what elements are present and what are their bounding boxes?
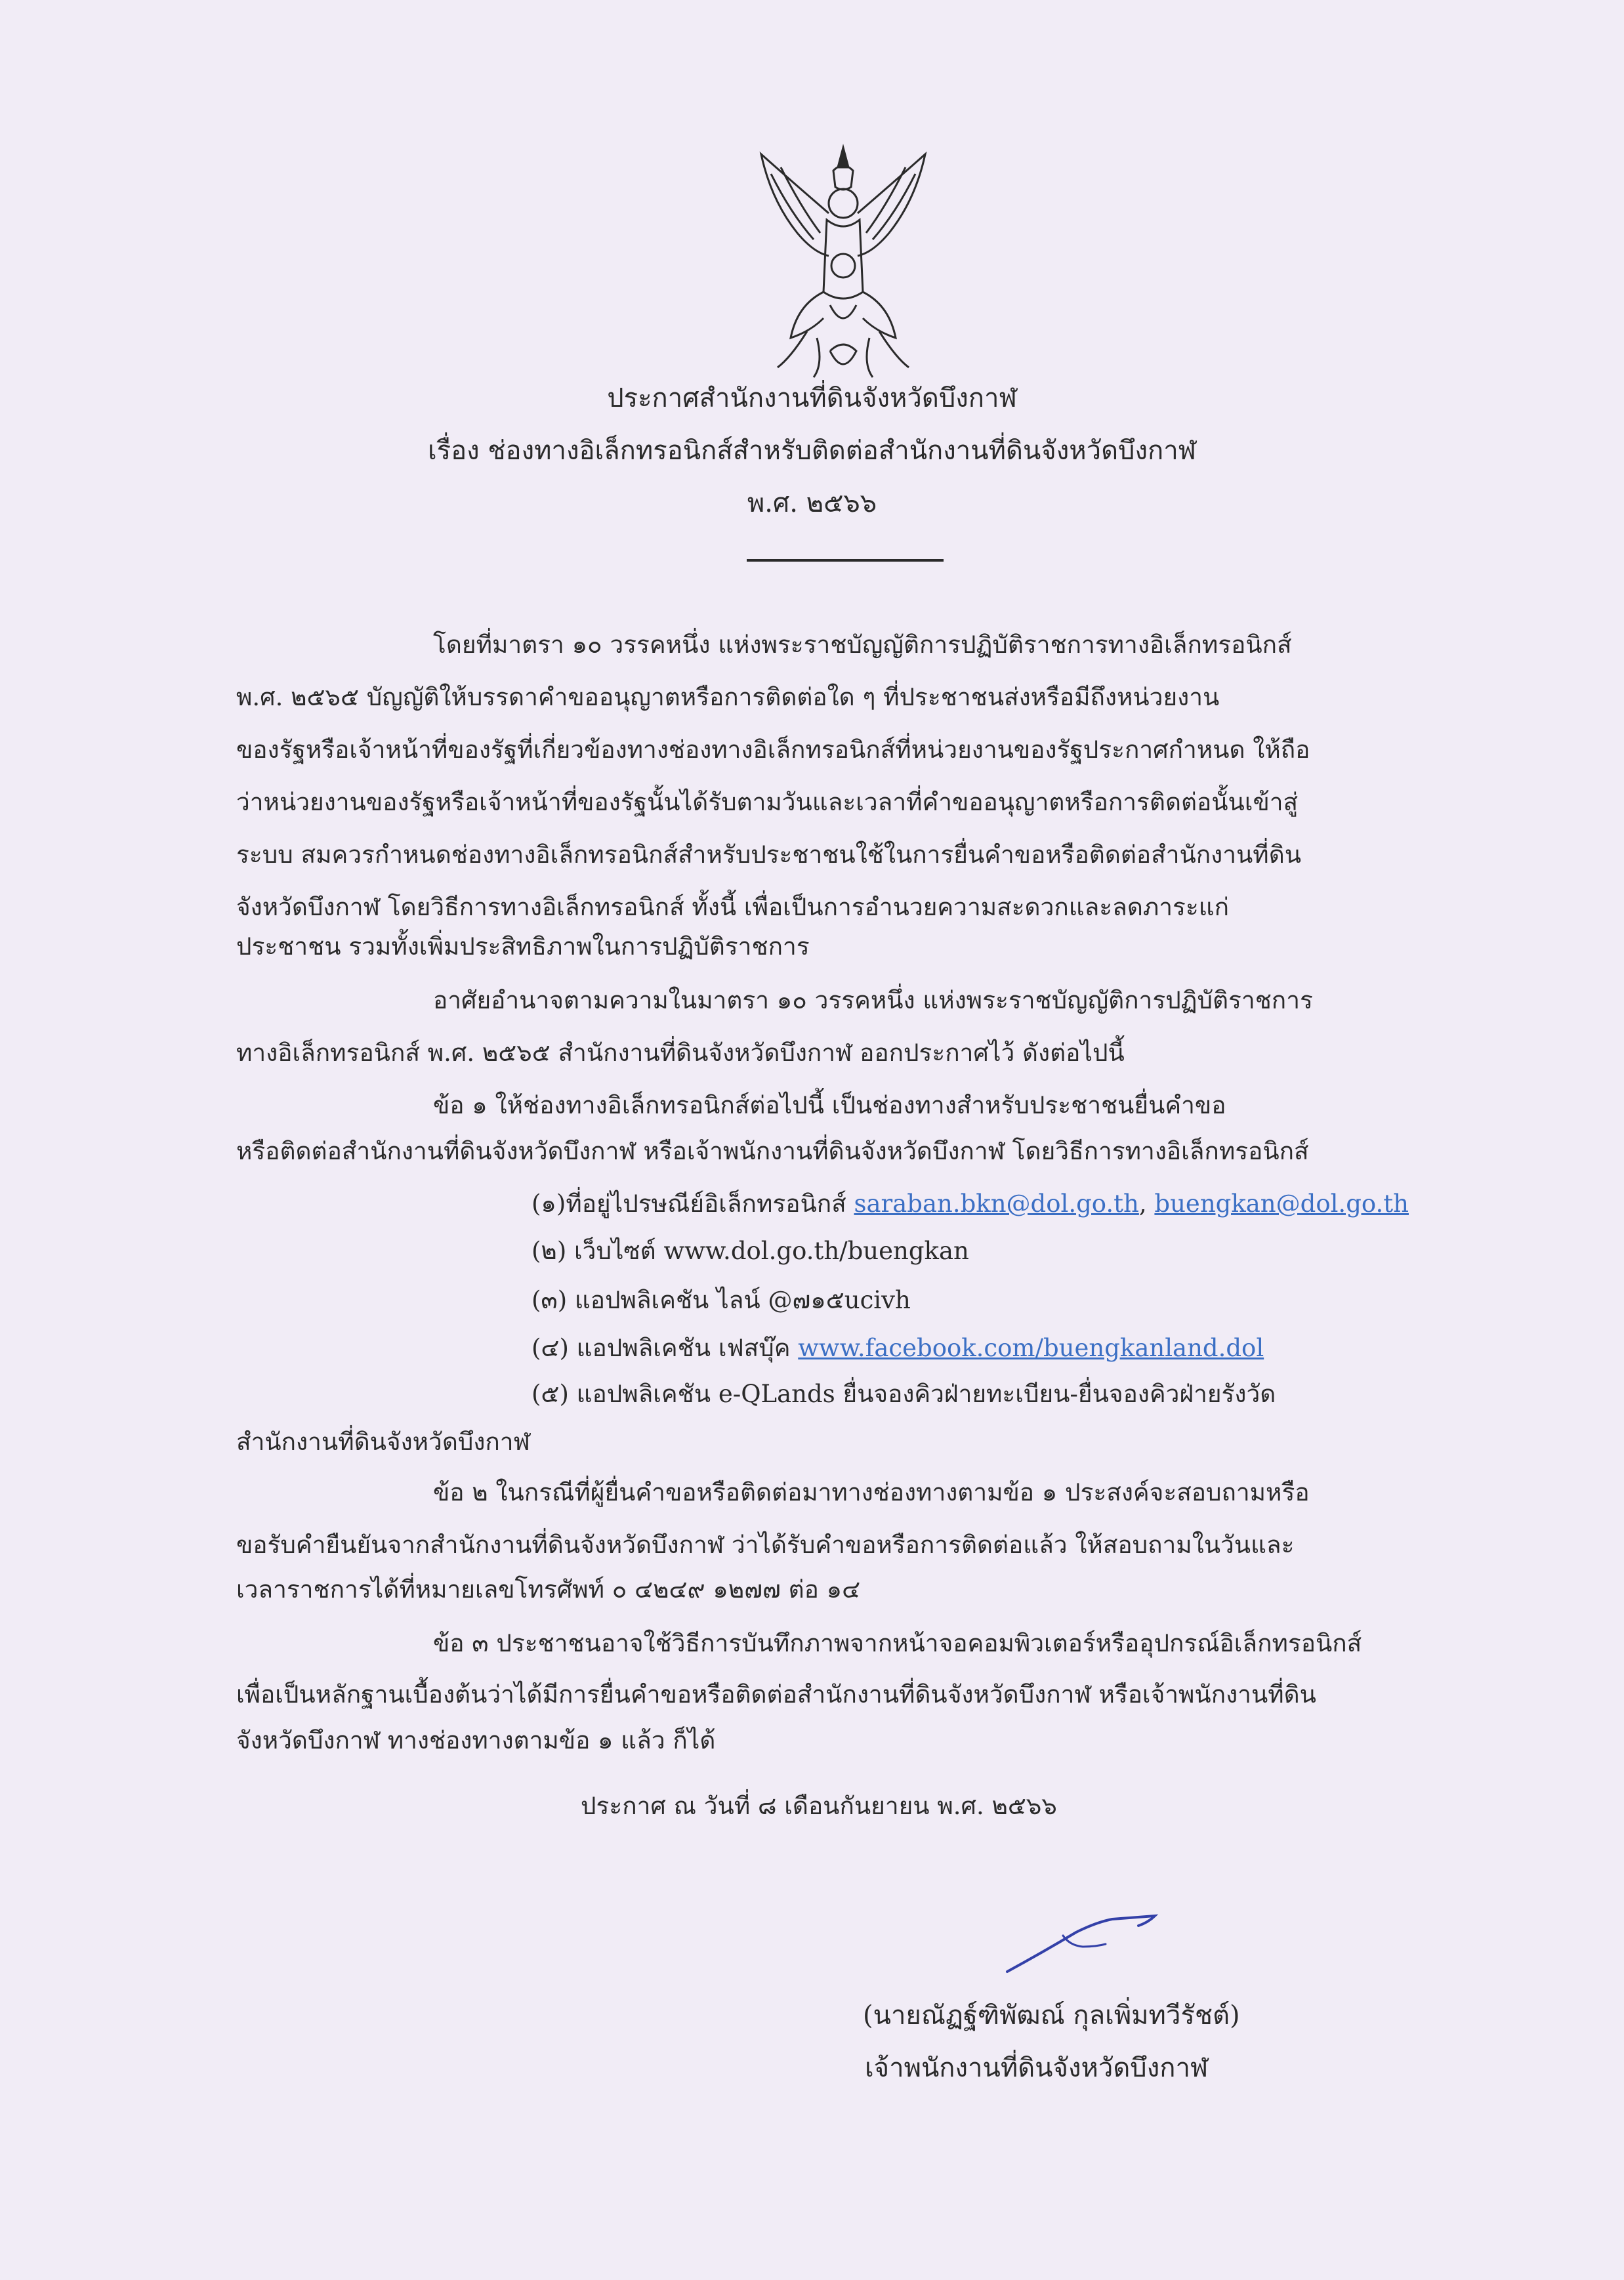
signatory-position: เจ้าพนักงานที่ดินจังหวัดบึงกาฬ bbox=[865, 2053, 1209, 2083]
paragraph-line: ประชาชน รวมทั้งเพิ่มประสิทธิภาพในการปฏิบัติราชการ bbox=[236, 932, 810, 961]
separator: , bbox=[1138, 1190, 1155, 1218]
paragraph-line: โดยที่มาตรา ๑๐ วรรคหนึ่ง แห่งพระราชบัญญัติการปฏิบัติราชการทางอิเล็กทรอนิกส์ bbox=[433, 631, 1292, 659]
announcement-subject: เรื่อง ช่องทางอิเล็กทรอนิกส์สำหรับติดต่อสำนักงานที่ดินจังหวัดบึงกาฬ bbox=[427, 436, 1196, 466]
paragraph-line: ขอรับคำยืนยันจากสำนักงานที่ดินจังหวัดบึงกาฬ ว่าได้รับคำขอหรือการติดต่อแล้ว ให้สอบถามในวันและ bbox=[236, 1531, 1295, 1559]
paragraph-line: ข้อ ๑ ให้ช่องทางอิเล็กทรอนิกส์ต่อไปนี้ เป็นช่องทางสำหรับประชาชนยื่นคำขอ bbox=[433, 1091, 1226, 1119]
email-link-saraban[interactable]: saraban.bkn@dol.go.th bbox=[854, 1190, 1139, 1218]
facebook-link[interactable]: www.facebook.com/buengkanland.dol bbox=[798, 1334, 1264, 1362]
paragraph-line: จังหวัดบึงกาฬ ทางช่องทางตามข้อ ๑ แล้ว ก็ได้ bbox=[236, 1726, 716, 1754]
paragraph-line: ข้อ ๒ ในกรณีที่ผู้ยื่นคำขอหรือติดต่อมาทางช่องทางตามข้อ ๑ ประสงค์จะสอบถามหรือ bbox=[433, 1478, 1310, 1506]
paragraph-line: ระบบ สมควรกำหนดช่องทางอิเล็กทรอนิกส์สำหรับประชาชนใช้ในการยื่นคำขอหรือติดต่อสำนักงานที่ดิน bbox=[236, 840, 1302, 869]
paragraph-line: จังหวัดบึงกาฬ โดยวิธีการทางอิเล็กทรอนิกส์ ทั้งนี้ เพื่อเป็นการอำนวยความสะดวกและลดภาระแก่ bbox=[236, 893, 1230, 921]
channel-item-eqlands-cont: สำนักงานที่ดินจังหวัดบึงกาฬ bbox=[236, 1428, 530, 1456]
paragraph-line: ว่าหน่วยงานของรัฐหรือเจ้าหน้าที่ของรัฐนั้นได้รับตามวันและเวลาที่คำขออนุญาตหรือการติดต่อนั้นเข้าสู่ bbox=[236, 788, 1299, 816]
signature-icon bbox=[997, 1906, 1168, 1978]
channel-item-line: (๓) แอปพลิเคชัน ไลน์ @๗๑๕ucivh bbox=[531, 1286, 911, 1314]
paragraph-line: หรือติดต่อสำนักงานที่ดินจังหวัดบึงกาฬ หรือเจ้าพนักงานที่ดินจังหวัดบึงกาฬ โดยวิธีการทางอิเล็กทรอนิกส์ bbox=[236, 1137, 1309, 1165]
garuda-emblem-icon bbox=[751, 141, 935, 384]
channel-item-email bbox=[531, 1184, 1409, 1224]
paragraph-line: เวลาราชการได้ที่หมายเลขโทรศัพท์ ๐ ๔๒๔๙ ๑๒๗๗ ต่อ ๑๔ bbox=[236, 1575, 861, 1604]
paragraph-line: ข้อ ๓ ประชาชนอาจใช้วิธีการบันทึกภาพจากหน้าจอคอมพิวเตอร์หรืออุปกรณ์อิเล็กทรอนิกส์ bbox=[433, 1629, 1362, 1657]
title-divider bbox=[747, 559, 944, 562]
announcement-year: พ.ศ. ๒๕๖๖ bbox=[747, 488, 877, 518]
paragraph-line: เพื่อเป็นหลักฐานเบื้องต้นว่าได้มีการยื่นคำขอหรือติดต่อสำนักงานที่ดินจังหวัดบึงกาฬ หรือเจ้าพนักงานที่ดิน bbox=[236, 1680, 1316, 1709]
paragraph-line: พ.ศ. ๒๕๖๕ บัญญัติให้บรรดาคำขออนุญาตหรือการติดต่อใด ๆ ที่ประชาชนส่งหรือมีถึงหน่วยงาน bbox=[236, 683, 1220, 711]
announcement-title: ประกาศสำนักงานที่ดินจังหวัดบึงกาฬ bbox=[607, 383, 1017, 413]
channel-item-facebook bbox=[531, 1329, 1264, 1368]
paragraph-line: ของรัฐหรือเจ้าหน้าที่ของรัฐที่เกี่ยวข้องทางช่องทางอิเล็กทรอนิกส์ที่หน่วยงานของรัฐประกาศกำหนด ให้ถือ bbox=[236, 736, 1310, 764]
signatory-name: (นายณัฏฐ์ฑิพัฒณ์ กุลเพิ่มทวีรัชต์) bbox=[863, 2000, 1240, 2031]
channel-item-label: (๔) แอปพลิเคชัน เฟสบุ๊ค bbox=[531, 1334, 799, 1362]
paragraph-line: อาศัยอำนาจตามความในมาตรา ๑๐ วรรคหนึ่ง แห่งพระราชบัญญัติการปฏิบัติราชการ bbox=[433, 986, 1313, 1014]
channel-item-label: (๑)ที่อยู่ไปรษณีย์อิเล็กทรอนิกส์ bbox=[531, 1190, 854, 1218]
channel-item-eqlands: (๕) แอปพลิเคชัน e-QLands ยื่นจองคิวฝ่ายทะเบียน-ยื่นจองคิวฝ่ายรังวัด bbox=[531, 1380, 1276, 1408]
announcement-date: ประกาศ ณ วันที่ ๘ เดือนกันยายน พ.ศ. ๒๕๖๖ bbox=[581, 1792, 1057, 1820]
channel-item-website: (๒) เว็บไซต์ www.dol.go.th/buengkan bbox=[531, 1237, 969, 1265]
paragraph-line: ทางอิเล็กทรอนิกส์ พ.ศ. ๒๕๖๕ สำนักงานที่ดินจังหวัดบึงกาฬ ออกประกาศไว้ ดังต่อไปนี้ bbox=[236, 1039, 1125, 1067]
email-link-buengkan[interactable]: buengkan@dol.go.th bbox=[1154, 1190, 1409, 1218]
